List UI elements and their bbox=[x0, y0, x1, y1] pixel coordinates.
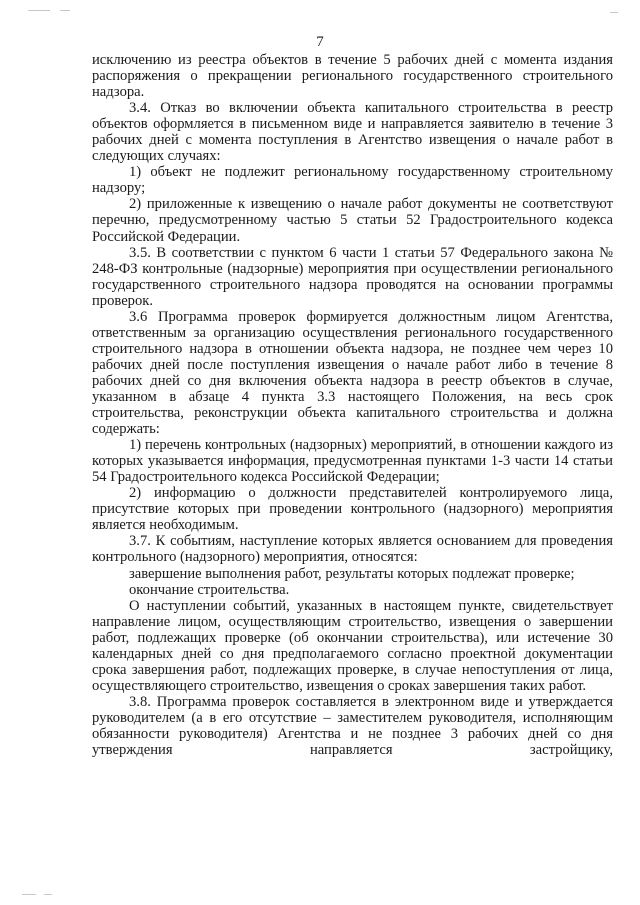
scan-artifact bbox=[22, 894, 36, 895]
list-item: окончание строительства. bbox=[129, 581, 290, 598]
scan-artifact bbox=[28, 10, 50, 11]
list-item: 2) информацию о должности представителей контролируемого лица, присутствие которых при проведении контрольного (надзорного) мероприятия является необходимым. bbox=[92, 485, 613, 534]
paragraph-3-4: 3.4. Отказ во включении объекта капитального строительства в реестр объектов оформляется в письменном виде и направляется заявителю в течение 3 рабочих дней с момента поступления в Агентство извещения о начале работ в следующих случаях: bbox=[92, 100, 613, 165]
scan-artifact bbox=[44, 894, 52, 895]
list-item: 1) перечень контрольных (надзорных) мероприятий, в отношении каждого из которых указывается информация, предусмотренная пунктами 1-3 части 14 статьи 54 Градостроительного кодекса Российской Федерации; bbox=[92, 437, 613, 486]
document-body bbox=[92, 52, 613, 758]
list-item: 2) приложенные к извещению о начале работ документы не соответствуют перечню, предусмотренному частью 5 статьи 52 Градостроительного кодекса Российской Федерации. bbox=[92, 196, 613, 245]
paragraph-3-6: 3.6 Программа проверок формируется должностным лицом Агентства, ответственным за организацию осуществления регионального государственного строительного надзора в отношении объекта надзора, не позднее чем через 10 рабочих дней после поступления извещения о начале работ либо в течение 8 рабочих дней со дня включения объекта надзора в реестр объектов в случае, указанном в абзаце 4 пункта 3.3 настоящего Положения, на весь срок строительства, реконструкции объекта капитального строительства и должна содержать: bbox=[92, 308, 613, 438]
scan-artifact bbox=[60, 10, 70, 11]
paragraph-3-8: 3.8. Программа проверок составляется в электронном виде и утверждается руководителем (а в его отсутствие – заместителем руководителя, исполняющим обязанности руководителя) Агентства и не позднее 3 рабочих дней со дня утверждения направляется застройщику, bbox=[92, 693, 613, 759]
list-item: 1) объект не подлежит региональному государственному строительному надзору; bbox=[92, 164, 613, 197]
list-item: завершение выполнения работ, результаты которых подлежат проверке; bbox=[129, 565, 575, 582]
page-number: 7 bbox=[316, 34, 324, 50]
paragraph-continuation: исключению из реестра объектов в течение 5 рабочих дней с момента издания распоряжения о прекращении регионального государственного строительного надзора. bbox=[92, 52, 613, 101]
paragraph-events: О наступлении событий, указанных в настоящем пункте, свидетельствует направление лицом, осуществляющим строительство, извещения о завершении работ, подлежащих проверке (об окончании строительства), или истечение 30 календарных дней со дня предполагаемого согласно проектной документации срока завершения работ, подлежащих проверке, в случае непоступления от лица, осуществляющего строительство, извещения о сроках завершения таких работ. bbox=[92, 597, 613, 694]
paragraph-3-7: 3.7. К событиям, наступление которых является основанием для проведения контрольного (надзорного) мероприятия, относятся: bbox=[92, 533, 613, 566]
scan-artifact bbox=[610, 12, 618, 13]
paragraph-3-5: 3.5. В соответствии с пунктом 6 части 1 статьи 57 Федерального закона № 248-ФЗ контрольные (надзорные) мероприятия при осуществлении регионального государственного строительного надзора проводятся на основании программы проверок. bbox=[92, 244, 613, 309]
